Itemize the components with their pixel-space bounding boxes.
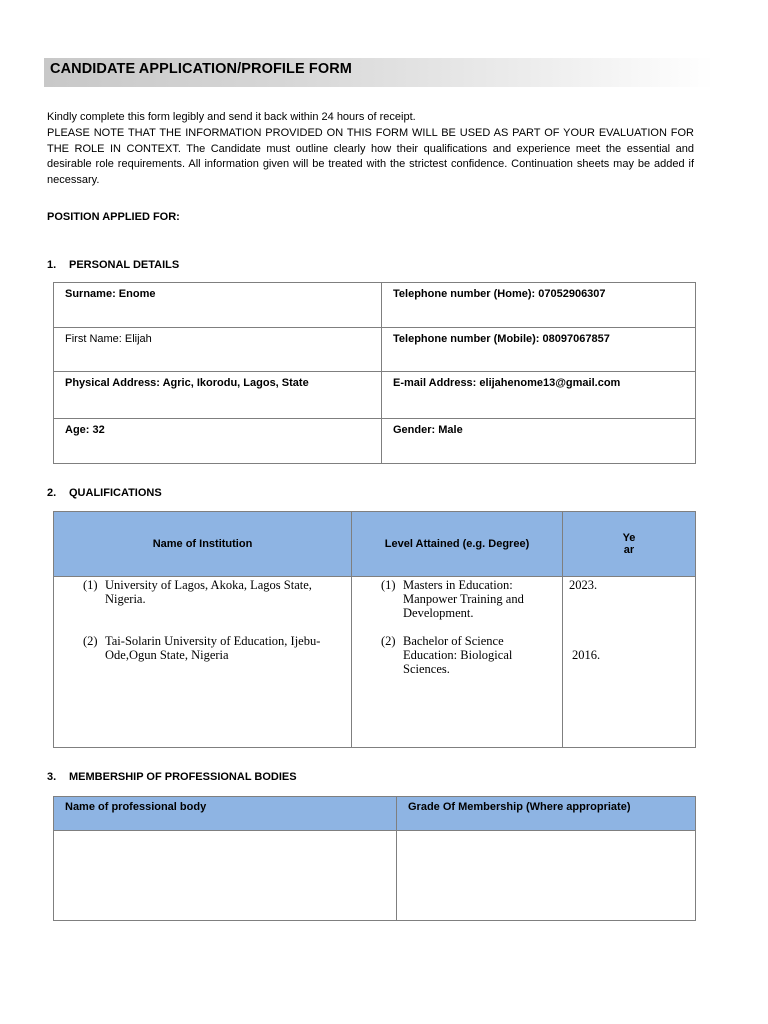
header-year xyxy=(563,512,696,577)
header-level: Level Attained (e.g. Degree) xyxy=(352,512,563,577)
intro-line-2: PLEASE NOTE THAT THE INFORMATION PROVIDED ON THIS FORM WILL BE USED AS PART OF YOUR EVALUATION FOR THE ROLE IN CONTEXT. The Candidate must outline clearly how their qualifications and experience meet the essential and desirable role requirements. All information given will be treated with the strictest confidence. Continuation sheets may be added if necessary. xyxy=(47,126,694,187)
form-title-bar xyxy=(44,58,714,87)
qualification-item xyxy=(83,634,337,662)
section-heading-membership xyxy=(47,771,297,783)
age-field[interactable]: Age: 32 xyxy=(54,419,382,464)
membership-table xyxy=(53,796,696,921)
section-title: QUALIFICATIONS xyxy=(69,487,162,499)
year-value: 2023. xyxy=(569,578,598,592)
header-year-line2: ar xyxy=(623,544,635,556)
qualification-item xyxy=(381,578,550,620)
physical-address-field[interactable]: Physical Address: Agric, Ikorodu, Lagos, State xyxy=(54,372,382,419)
header-year-line1: Ye xyxy=(622,532,636,544)
personal-details-table xyxy=(53,282,696,464)
level-cell[interactable] xyxy=(352,577,563,748)
level-attained: Bachelor of Science Education: Biological Sciences. xyxy=(403,634,513,676)
qualification-item xyxy=(381,634,550,676)
qualifications-table xyxy=(53,511,696,748)
section-number: 1. xyxy=(47,259,57,271)
header-institution: Name of Institution xyxy=(54,512,352,577)
telephone-mobile-field[interactable]: Telephone number (Mobile): 08097067857 xyxy=(382,328,696,372)
section-title: PERSONAL DETAILS xyxy=(69,259,180,271)
year-cell[interactable] xyxy=(563,577,696,748)
item-number: (2) xyxy=(83,634,98,648)
institution-name: University of Lagos, Akoka, Lagos State, Nigeria. xyxy=(105,578,312,606)
item-number: (1) xyxy=(83,578,98,592)
qualification-item xyxy=(83,578,337,606)
intro-text xyxy=(47,110,694,189)
header-professional-body: Name of professional body xyxy=(54,797,397,831)
telephone-home-field[interactable]: Telephone number (Home): 07052906307 xyxy=(382,283,696,328)
item-number: (2) xyxy=(381,634,396,648)
institution-name: Tai-Solarin University of Education, Ijebu-Ode,Ogun State, Nigeria xyxy=(105,634,321,662)
professional-body-cell[interactable] xyxy=(54,831,397,921)
item-number: (1) xyxy=(381,578,396,592)
level-attained: Masters in Education: Manpower Training and Development. xyxy=(403,578,524,620)
first-name-field[interactable]: First Name: Elijah xyxy=(54,328,382,372)
section-heading-personal xyxy=(47,259,179,271)
position-applied-label: POSITION APPLIED FOR: xyxy=(47,211,180,223)
institution-cell[interactable] xyxy=(54,577,352,748)
section-title: MEMBERSHIP OF PROFESSIONAL BODIES xyxy=(69,771,297,783)
form-title: CANDIDATE APPLICATION/PROFILE FORM xyxy=(50,61,352,77)
intro-line-1: Kindly complete this form legibly and send it back within 24 hours of receipt. xyxy=(47,111,416,123)
surname-field[interactable]: Surname: Enome xyxy=(54,283,382,328)
email-field[interactable]: E-mail Address: elijahenome13@gmail.com xyxy=(382,372,696,419)
grade-cell[interactable] xyxy=(397,831,696,921)
section-number: 2. xyxy=(47,487,57,499)
header-grade: Grade Of Membership (Where appropriate) xyxy=(397,797,696,831)
section-heading-qualifications xyxy=(47,487,162,499)
gender-field[interactable]: Gender: Male xyxy=(382,419,696,464)
year-value: 2016. xyxy=(572,648,601,662)
section-number: 3. xyxy=(47,771,57,783)
